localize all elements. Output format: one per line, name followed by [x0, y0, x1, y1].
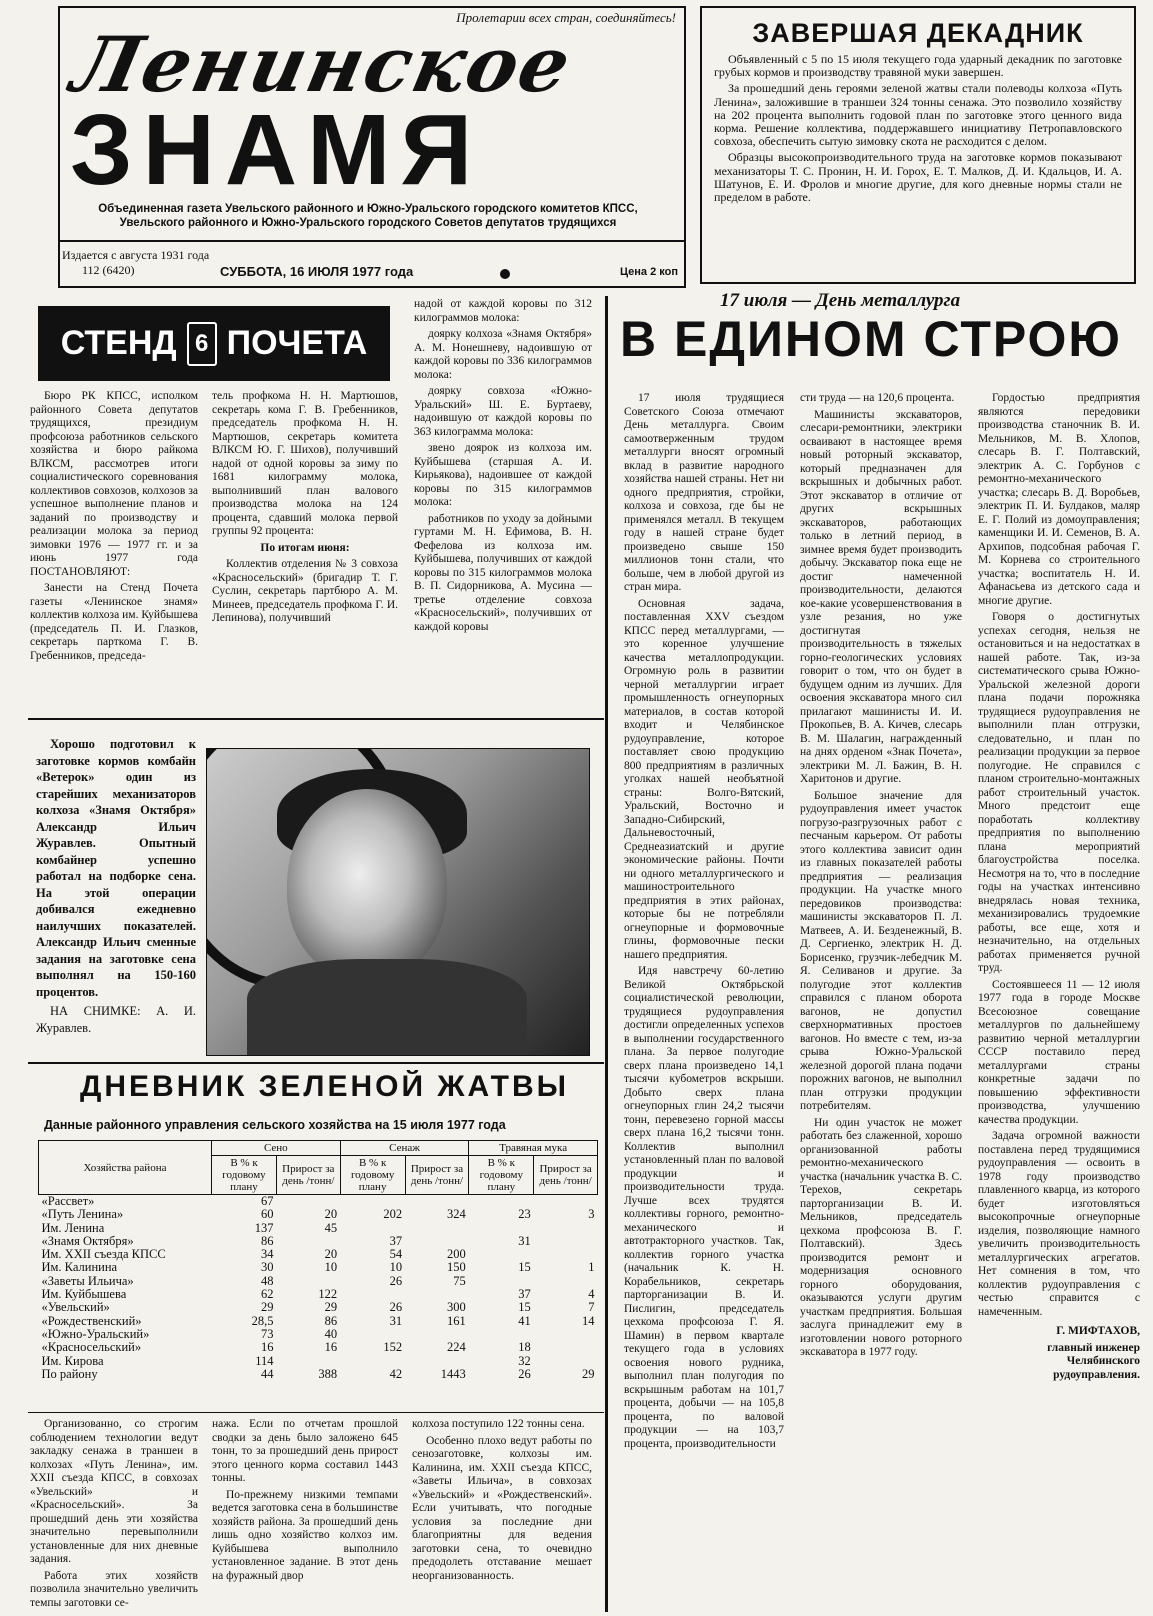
col-header-muka: Травяная мука	[469, 1141, 598, 1156]
farm-name-cell: Им. Калинина	[41, 1260, 118, 1275]
value-cell: 37	[518, 1287, 531, 1302]
stend-text: работников по уходу за дойными гуртами М. Н. Ефимова, В. Н. Фефелова из колхоза им. Куйбышева, получивших от каждой коровы по 315 килограммов молока В. П. Сидорникова, А. Мусина — третье отделение совхоза «Красносельский», получивших от каждой коровы	[414, 512, 592, 633]
price: Цена 2 коп	[619, 266, 678, 278]
masthead-subtitle	[68, 202, 668, 230]
value-cell	[340, 1355, 405, 1368]
col-header-pct: В % к годовому плану	[469, 1156, 534, 1195]
farm-name-cell: «Знамя Октября»	[41, 1233, 134, 1248]
metallurg-paragraph: Задача огромной важности поставлена перед трудящимися рудоуправления — освоить в 1978 году производство плавленного кварца, из которого будет изготовляться высокопрочные огнеупорные изделия, позволяющие намного увеличить производительность металлургических агрегатов. Нет сомнения в том, что коллектив рудоуправления с честью справится с намеченным.	[978, 1130, 1140, 1318]
table-row	[39, 1315, 598, 1328]
value-cell: 30	[260, 1260, 274, 1275]
value-cell	[405, 1195, 469, 1209]
value-cell: 20	[324, 1247, 338, 1262]
photo-combine-operator	[206, 748, 590, 1056]
value-cell: 31	[389, 1313, 403, 1328]
farm-name-cell: «Путь Ленина»	[41, 1207, 124, 1222]
value-cell: 1443	[440, 1366, 466, 1381]
metallurg-paragraph: Основная задача, поставленная XXV съездом КПСС перед металлургами, — это коренное улучшение качества металлопродукции. Огромную роль в развитии черной металлургии играет промышленность огнеупорных материалов, в состав которой входит и Челябинское рудоуправление, которое поставляет свою продукцию 800 предприятиям в различных уголках нашей необъятной страны: Волго-Вятский, Уральский, Восточно и Западно-Сибирский, Дальневосточный, Среднеазиатский и другие экономические районы. Почти ни одного металлургического и машиностроительного предприятия в этих районах, которые бы не потребляли огнеупорные и формовочные глины, формовочные пески нашего предприятия.	[624, 597, 784, 961]
stend-text: звено доярок из колхоза им. Куйбышева (старшая А. И. Кирьякова), надоившее от каждой коровы по 315 килограммов молока:	[414, 442, 592, 508]
value-cell: 200	[447, 1247, 466, 1262]
value-cell: 300	[447, 1300, 466, 1315]
metallurg-kicker: 17 июля — День металлурга	[720, 290, 961, 311]
value-cell	[405, 1222, 469, 1235]
value-cell: 1	[588, 1260, 595, 1275]
table-row	[39, 1261, 598, 1274]
metallurg-column-1	[624, 392, 784, 1614]
dekadnik-paragraph: Образцы высокопроизводительного труда на заготовке кормов показывают механизаторы Т. С. Пронин, Н. И. Горох, Е. Т. Малков, Д. И. Кдальцов, И. А. Шатунов, Е. И. Фролов и многие другие, для кого дневные нормы стали не пределом в работе.	[714, 150, 1122, 205]
stend-text: доярку совхоза «Южно-Уральский» Ш. Е. Буртаеву, надоившую от каждой коровы по 363 килограмма молока:	[414, 385, 592, 438]
stend-title-left: СТЕНД	[60, 324, 177, 362]
col-header-gain: Прирост за день /тонн/	[276, 1156, 340, 1195]
value-cell: 44	[260, 1366, 274, 1381]
farm-name-cell: «Южно-Уральский»	[41, 1326, 150, 1341]
value-cell: 15	[518, 1300, 531, 1315]
value-cell: 224	[447, 1340, 466, 1355]
table-row	[39, 1235, 598, 1248]
value-cell: 31	[518, 1233, 531, 1248]
value-cell: 28,5	[251, 1313, 274, 1328]
farm-name-cell: Им. Ленина	[41, 1220, 105, 1235]
value-cell: 45	[324, 1220, 338, 1235]
value-cell: 29	[582, 1366, 595, 1381]
value-cell: 20	[324, 1207, 338, 1222]
motto: Пролетарии всех стран, соединяйтесь!	[456, 10, 676, 25]
value-cell: 152	[383, 1340, 403, 1355]
dnevnik-text-col-1	[30, 1418, 198, 1614]
value-cell: 202	[383, 1207, 403, 1222]
photo-body	[247, 959, 527, 1056]
newspaper-title-top: Ленинское	[64, 20, 580, 109]
dnevnik-paragraph: Организованно, со строгим соблюдением технологии ведут закладку сенажа в траншеи в колхозах «Путь Ленина», им. XXII съезда КПСС, в совхозах «Увельский» и «Красносельский». За прошедший день эти хозяйства значительно перевыполнили установленные для них дневные задания.	[30, 1418, 198, 1565]
value-cell	[276, 1355, 340, 1368]
stend-column-3	[414, 298, 592, 716]
value-cell: 26	[518, 1366, 531, 1381]
table-row	[39, 1301, 598, 1314]
stend-title-right: ПОЧЕТА	[226, 324, 368, 362]
table-row	[39, 1248, 598, 1261]
value-cell: 137	[254, 1220, 274, 1235]
value-cell: 29	[260, 1300, 274, 1315]
dnevnik-paragraph: Особенно плохо ведут работы по сенозаготовке, колхозы им. Калинина, им. XXII съезда КПСС, «Заветы Ильича», в совхозах «Увельский» и «Рождественский». Если учитывать, что погодные условия за последние дни благоприятны для ведения заготовки сена, то очевидно предодолеть отставание мешает неорганизованность.	[412, 1434, 592, 1582]
value-cell	[534, 1275, 598, 1288]
value-cell	[340, 1328, 405, 1341]
value-cell: 388	[318, 1366, 338, 1381]
col-header-pct: В % к годовому плану	[212, 1156, 277, 1195]
value-cell: 48	[260, 1273, 274, 1288]
author-name: Г. МИФТАХОВ,	[1056, 1325, 1140, 1337]
stend-text: доярку колхоза «Знамя Октября» А. М. Нонешневу, надоившую от каждой коровы по 336 килограммов молока:	[414, 328, 592, 381]
value-cell	[276, 1195, 340, 1209]
stend-pocheta-banner	[38, 306, 390, 381]
value-cell: 324	[447, 1207, 466, 1222]
value-cell: 122	[318, 1287, 338, 1302]
value-cell	[469, 1248, 534, 1261]
metallurg-paragraph: Состоявшееся 11 — 12 июля 1977 года в городе Москве Всесоюзное совещание металлургов по дальнейшему развитию черной металлургии СССР поставило перед металлургами страны конкретные задачи по повышению эффективности производства, улучшению качества продукции.	[978, 978, 1140, 1126]
photo-credit: НА СНИМКЕ: А. И. Журавлев.	[36, 1004, 196, 1035]
farm-name-cell: Им. Куйбышева	[41, 1287, 127, 1302]
section-divider	[28, 718, 604, 720]
value-cell	[340, 1288, 405, 1301]
value-cell: 26	[389, 1273, 403, 1288]
value-cell: 41	[518, 1313, 531, 1328]
value-cell: 86	[260, 1233, 274, 1248]
photo-caption-text: Хорошо подготовил к заготовке кормов комбайн «Ветерок» один из старейших механизаторов колхоза «Знамя Октября» Александр Ильич Журавлев. Опытный комбайнер успешно работал на подборке сена. На этой операции добивался ежедневно наилучших показателей. Александр Ильич сменные задания на заготовке сена выполнял на 150-160 процентов.	[36, 737, 196, 999]
value-cell: 86	[324, 1313, 338, 1328]
farm-name-cell: «Рождественский»	[41, 1313, 142, 1328]
value-cell	[405, 1355, 469, 1368]
value-cell	[534, 1355, 598, 1368]
value-cell: 14	[582, 1313, 595, 1328]
metallurg-paragraph: Машинисты экскаваторов, слесари-ремонтники, электрики осваивают в настоящее время новый роторный экскаватор, который предназначен для вскрышных и добычных работ. Этот экскаватор в отличие от других вскрышных экскаваторов, работающих только в летний период, в зимнее время будет производить добычу. Экскаватор пока еще не достиг намеченной производительности, делаются кое-какие усовершенствования в узле резания, но уже достигнутая производительность в тяжелых горно-геологических условиях говорит о том, что он будет в будущем одним из лучших. Для освоения экскаватора много сил прилагают машинисты И. И. Прокопьев, В. А. Кичев, слесарь В. М. Шалагин, награжденный на днях орденом «Знак Почета», электрики М. Л. Бажин, В. Н. Харитонов и другие.	[800, 408, 962, 785]
value-cell: 54	[389, 1247, 403, 1262]
value-cell: 3	[588, 1207, 595, 1222]
bullet-dot	[500, 269, 510, 279]
dnevnik-text-col-2	[212, 1418, 398, 1614]
dekadnik-paragraph: За прошедший день героями зеленой жатвы стали полеводы колхоза «Путь Ленина», заложившие в траншеи 324 тонны сенажа. Это позволило хозяйству на 202 процента выполнить годовой план по заготовке этого ценного вида корма. Решение коллектива, поддержавшего инициативу Петропавловского совхоза, обеспечить сытую зимовку скота не расходится с делом.	[714, 81, 1122, 149]
value-cell: 29	[324, 1300, 338, 1315]
stend-text: Коллектив отделения № 3 совхоза «Красносельский» (бригадир Т. Г. Суслин, секретарь партбюро А. М. Минеев, председатель профкома Г. И. Лепинова), получивший	[212, 558, 398, 624]
table-row	[39, 1195, 598, 1209]
col-header-gain: Прирост за день /тонн/	[405, 1156, 469, 1195]
value-cell	[340, 1222, 405, 1235]
farm-name-cell: «Увельский»	[41, 1300, 110, 1315]
stend-text: Бюро РК КПСС, исполком районного Совета депутатов трудящихся, президиум профсоюза работников сельского хозяйства и бюро райкома ВЛКСМ, рассмотрев итоги социалистического соревнования коллективов совхозов, колхозов за успешное выполнение планов и заданий по производству и реализации молока за период зимовки 1976 — 1977 гг. и за июнь 1977 года ПОСТАНОВЛЯЮТ:	[30, 390, 198, 578]
metallurg-paragraph: Говоря о достигнутых успехах сегодня, нельзя не остановиться и на недостатках в нашей работе. Так, из-за систематического срыва Южно-Уральской железной дороги плана подачи порожняка трудящиеся рудоуправления не выполнили план отгрузки, следовательно, и план по реализации продукции за первое полугодие. Не справился с планом строительно-монтажных работ строительный участок. Много предстоит еще поработать коллективу предприятия по выполнению плана мероприятий благоустройства поселка. Несмотря на то, что в последние годы на участках интенсивно внедрялась новая техника, механизировались трудоемкие работы, все еще, хотя и незначительно, на отдельных работах применяется ручной труд.	[978, 611, 1140, 974]
newspaper-title-bottom: ЗНАМЯ	[70, 94, 483, 206]
farm-name-cell: «Заветы Ильича»	[41, 1273, 134, 1288]
farm-name-cell: По району	[41, 1366, 98, 1381]
dnevnik-paragraph: Работа этих хозяйств позволила значительно увеличить темпы заготовки се-	[30, 1569, 198, 1609]
value-cell	[534, 1341, 598, 1354]
value-cell	[534, 1195, 598, 1209]
value-cell: 114	[255, 1353, 274, 1368]
medal-icon: 6	[187, 322, 217, 366]
farm-name-cell: «Красносельский»	[41, 1340, 142, 1355]
harvest-table	[38, 1140, 598, 1381]
col-header-seno: Сено	[212, 1141, 341, 1156]
value-cell	[469, 1195, 534, 1209]
value-cell: 62	[260, 1287, 274, 1302]
value-cell: 23	[518, 1207, 531, 1222]
table-row	[39, 1341, 598, 1354]
value-cell	[276, 1275, 340, 1288]
dnevnik-paragraph: нажа. Если по отчетам прошлой сводки за день было заложено 645 тонн, то за прошедший день прирост этого ценного корма составил 1443 тонны.	[212, 1418, 398, 1484]
value-cell	[534, 1328, 598, 1341]
value-cell: 32	[518, 1353, 531, 1368]
masthead-subtitle-line-1: Объединенная газета Увельского районного и Южно-Уральского городского комитетов КПСС,	[98, 203, 638, 215]
value-cell	[534, 1248, 598, 1261]
author-title: главный инженер Челябинского рудоуправления.	[1047, 1341, 1140, 1381]
value-cell: 42	[389, 1366, 403, 1381]
value-cell	[534, 1222, 598, 1235]
value-cell	[276, 1235, 340, 1248]
value-cell: 16	[324, 1340, 338, 1355]
harvest-table-body	[39, 1195, 598, 1382]
dekadnik-paragraph: Объявленный с 5 по 15 июля текущего года ударный декадник по заготовке грубых кормов и производству травяной муки завершен.	[714, 52, 1122, 80]
stend-text: Занести на Стенд Почета газеты «Ленинское знамя» коллектив колхоза им. Куйбышева (председатель П. И. Глазков, секретарь парткома Г. В. Гребенников, председа-	[30, 582, 198, 662]
metallurg-column-2	[800, 392, 962, 1614]
column-rule	[605, 296, 608, 1612]
col-header-pct: В % к годовому плану	[340, 1156, 405, 1195]
value-cell: 34	[260, 1247, 274, 1262]
value-cell	[469, 1328, 534, 1341]
value-cell: 10	[389, 1260, 403, 1275]
metallurg-paragraph: Большое значение для рудоуправления имеет участок погрузо-разгрузочных работ с песчаным карьером. От работы этого коллектива зависит один из главных показателей работы предприятия — реализация продукции. На участке много передовиков производства: машинисты экскаваторов П. Л. Матвеев, А. И. Безденежный, В. Д. Сергиенко, электрик Н. Д. Борисенко, грузчик-лебедчик М. Я. Селиванов и другие. За полугодие этот коллектив справился с планом оборота вагонов, не допустил сверхнормативных простоев вагонов. Но вместе с тем, из-за срыва Южно-Уральской железной дорогой плана подачи порожних вагонов, не выполнил план отгрузки продукции потребителям.	[800, 789, 962, 1112]
metallurg-paragraph: 17 июля трудящиеся Советского Союза отмечают День металлурга. Своим самоотверженным трудом металлурги вносят огромный вклад в развитие народного хозяйства нашей страны. Нет ни одного предприятия, стройки, колхоза и совхоза, где бы не применялся металл. В текущем году в нашей стране будет произведено свыше 150 миллионов тонн стали, что больше, чем в любой другой из стран мира.	[624, 392, 784, 593]
metallurg-column-3	[978, 392, 1140, 1614]
metallurg-paragraph: сти труда — на 120,6 процента.	[800, 392, 955, 404]
col-header-senazh: Сенаж	[340, 1141, 469, 1156]
value-cell: 161	[447, 1313, 466, 1328]
stend-text: тель профкома Н. Н. Мартюшов, секретарь кома Г. В. Гребенников, председатель профкома Н. Н. Мартюшов, секретарь комитета ВЛКСМ Ю. Г. Шихов), получивший надой от одной коровы за зиму по 1681 килограмму молока, выполнивший план валового производства молока на 124 процента, сдавший молока первой группы 92 процента:	[212, 390, 398, 537]
value-cell: 67	[260, 1194, 274, 1208]
table-total-row	[39, 1368, 598, 1381]
farm-name-cell: Им. XXII съезда КПСС	[41, 1247, 166, 1262]
value-cell	[405, 1288, 469, 1301]
published-since: Издается с августа 1931 года	[62, 248, 210, 262]
value-cell	[534, 1235, 598, 1248]
value-cell: 10	[324, 1260, 338, 1275]
value-cell: 15	[518, 1260, 531, 1275]
dnevnik-title: ДНЕВНИК ЗЕЛЕНОЙ ЖАТВЫ	[80, 1070, 569, 1103]
issue-number: 112 (6420)	[82, 263, 135, 277]
masthead-subtitle-line-2: Увельского районного и Южно-Уральского городского Советов депутатов трудящихся	[119, 217, 617, 229]
table-row	[39, 1222, 598, 1235]
table-row	[39, 1275, 598, 1288]
value-cell: 4	[588, 1287, 595, 1302]
dekadnik-article	[700, 6, 1136, 284]
stend-subhead: По итогам июня:	[260, 541, 350, 554]
value-cell: 60	[260, 1207, 274, 1222]
metallurg-paragraph: Ни один участок не может работать без слаженной, хорошо организованной работы ремонтно-механического участка (начальник участка В. С. Терехов, секретарь парторганизации В. И. Мельников, председатель цехкома профсоюза В. Г. Полтавский). Здесь производится ремонт и модернизация основного горного оборудования, оказываются услуги другим участкам предприятия. Большая заслуга принадлежит ему в изготовлении нового роторного экскаватора в 1977 году.	[800, 1116, 962, 1358]
value-cell: 150	[447, 1260, 466, 1275]
metallurg-headline: В ЕДИНОМ СТРОЮ	[620, 311, 1122, 367]
section-divider	[28, 1062, 604, 1064]
masthead-divider	[60, 240, 684, 242]
issue-date: СУББОТА, 16 ИЮЛЯ 1977 года	[220, 264, 414, 279]
table-row	[39, 1288, 598, 1301]
value-cell	[405, 1328, 469, 1341]
stend-text: надой от каждой коровы по 312 килограммов молока:	[414, 298, 592, 324]
value-cell: 75	[453, 1273, 466, 1288]
table-bottom-rule	[28, 1412, 604, 1413]
dekadnik-title: ЗАВЕРШАЯ ДЕКАДНИК	[752, 18, 1084, 48]
value-cell: 18	[518, 1340, 531, 1355]
value-cell: 26	[389, 1300, 403, 1315]
value-cell: 16	[260, 1340, 274, 1355]
value-cell: 73	[260, 1326, 274, 1341]
col-header-gain: Прирост за день /тонн/	[534, 1156, 598, 1195]
value-cell	[469, 1222, 534, 1235]
value-cell: 7	[588, 1300, 595, 1315]
table-row	[39, 1328, 598, 1341]
photo-caption	[36, 736, 196, 1058]
value-cell	[340, 1195, 405, 1209]
col-header-farms: Хозяйства района	[39, 1141, 212, 1195]
value-cell	[469, 1275, 534, 1288]
masthead	[58, 6, 686, 288]
farm-name-cell: Им. Кирова	[41, 1353, 104, 1368]
table-row	[39, 1208, 598, 1221]
value-cell	[405, 1235, 469, 1248]
dnevnik-paragraph: колхоза поступило 122 тонны сена.	[412, 1418, 585, 1430]
stend-column-2	[212, 390, 398, 716]
stend-column-1	[30, 390, 198, 716]
farm-name-cell: «Рассвет»	[41, 1194, 95, 1208]
table-row	[39, 1355, 598, 1368]
value-cell: 37	[389, 1233, 403, 1248]
metallurg-paragraph: Идя навстречу 60-летию Великой Октябрьской социалистической революции, трудящиеся рудоуправления достигли определенных успехов в выполнении государственного плана. За первое полугодие сверх плана произведено 14,1 тысячи кубометров вскрыши. Добыто сверх плана огнеупорных глин 24,2 тысячи тонн, перевезено горной массы сверх плана 16,2 тысячи тонн. Коллектив выполнил установленный план по валовой продукции и производительности труда. Лучше всех трудятся коллективы горного, ремонтно-механического и автотракторного участков. Так, коллектив горного участка (начальник К. Н. Корабельников, секретарь парторганизации В. И. Пислигин, председатель цехкома профсоюза Г. Я. Шамин) в первом квартале текущего года в условиях освоения нового рудника, выполнил план полугодия по вскрышным работам на 101,7 процента, добычи — на 105,8 процента, по валовой продукции — на 103,7 процента, производительности	[624, 965, 784, 1450]
dnevnik-subtitle: Данные районного управления сельского хозяйства на 15 июля 1977 года	[44, 1118, 506, 1132]
value-cell: 40	[324, 1326, 338, 1341]
photo-face	[287, 789, 447, 979]
dnevnik-paragraph: По-прежнему низкими темпами ведется заготовка сена в большинстве хозяйств района. За прошедший день лишь одно хозяйство колхоз им. Куйбышева выполнило установленное задание. В этот день на фуражный двор	[212, 1488, 398, 1582]
metallurg-paragraph: Гордостью предприятия являются передовики производства станочник В. И. Мельников, М. В. Хлопов, слесарь В. Г. Полтавский, электрик А. С. Горбунов с ремонтно-механического участка; слесарь В. Д. Воробьев, электрик П. И. Булдаков, маляр Е. Г. Полий из домоуправления; каменщики И. И. Семенов, В. А. Архипов, подсобная рабочая Г. М. Корнева со строительного участка; воспитатель Н. И. Афанасьева из детского сада и многие другие.	[978, 392, 1140, 607]
dnevnik-text-col-3	[412, 1418, 592, 1614]
